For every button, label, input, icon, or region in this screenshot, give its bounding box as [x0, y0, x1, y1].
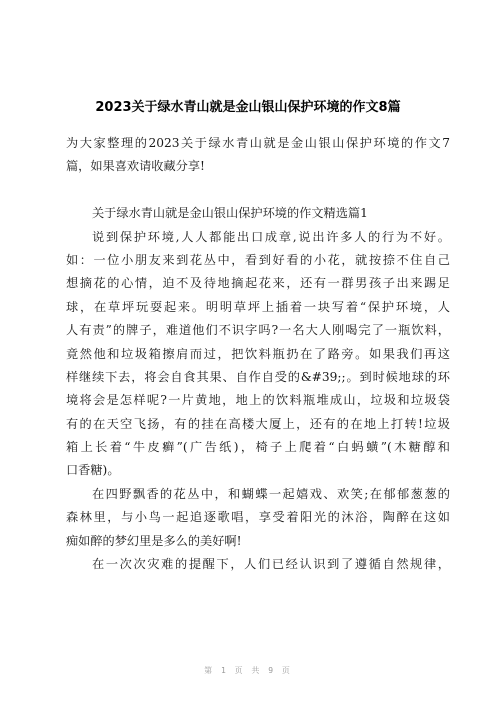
- text-line: 森林里，与小鸟一起追逐歌唱，享受着阳光的沐浴，陶醉在这如: [66, 510, 450, 525]
- text-line: 竟然他和垃圾箱擦肩而过，把饮料瓶扔在了路旁。如果我们再这: [66, 346, 450, 361]
- text-line: 境将会是怎样呢?一片黄地，地上的饮料瓶堆成山，垃圾和垃圾袋: [66, 393, 450, 408]
- text-line: 有的在天空飞扬，有的挂在高楼大厦上，还有的在地上打转!垃圾: [66, 416, 450, 431]
- text-line: 说到保护环境,人人都能出口成章,说出许多人的行为不好。: [92, 229, 450, 244]
- page-footer: 第 1 页 共 9 页: [204, 666, 292, 675]
- text-line: 想摘花的心情，迫不及待地摘起花来，还有一群男孩子出来踢足: [66, 276, 450, 291]
- text-line: 关于绿水青山就是金山银山保护环境的作文精选篇1: [92, 206, 368, 221]
- blank-line: [66, 179, 450, 202]
- text-line: 篇，如果喜欢请收藏分享!: [66, 159, 205, 174]
- text-line: 球，在草坪玩耍起来。明明草坪上插着一块写着“保护环境，人: [66, 299, 450, 314]
- text-line: 人有责”的牌子，难道他们不识字吗?一名大人刚喝完了一瓶饮料，: [66, 323, 450, 338]
- text-line: 痴如醉的梦幻里是多么的美好啊!: [66, 533, 242, 548]
- text-line: 在四野飘香的花丛中，和蝴蝶一起嬉戏、欢笑;在郁郁葱葱的: [92, 486, 450, 501]
- text-line: 箱上长着“牛皮癣”(广告纸)，椅子上爬着“白蚂蟥”(木糖醇和: [66, 440, 450, 455]
- document-title: 2023关于绿水青山就是金山银山保护环境的作文8篇: [95, 100, 401, 115]
- text-line: 为大家整理的2023关于绿水青山就是金山银山保护环境的作文7: [66, 136, 450, 150]
- text-line: 口香糖)。: [66, 463, 120, 478]
- text-line: 如：一位小朋友来到花丛中，看到好看的小花，就按捺不住自己: [66, 252, 450, 267]
- document-body: [66, 132, 450, 576]
- text-line: 在一次次灾难的提醒下，人们已经认识到了遵循自然规律，: [92, 557, 450, 572]
- text-line: 样继续下去，将会自食其果、自作自受的&#39;;。到时候地球的环: [66, 369, 450, 384]
